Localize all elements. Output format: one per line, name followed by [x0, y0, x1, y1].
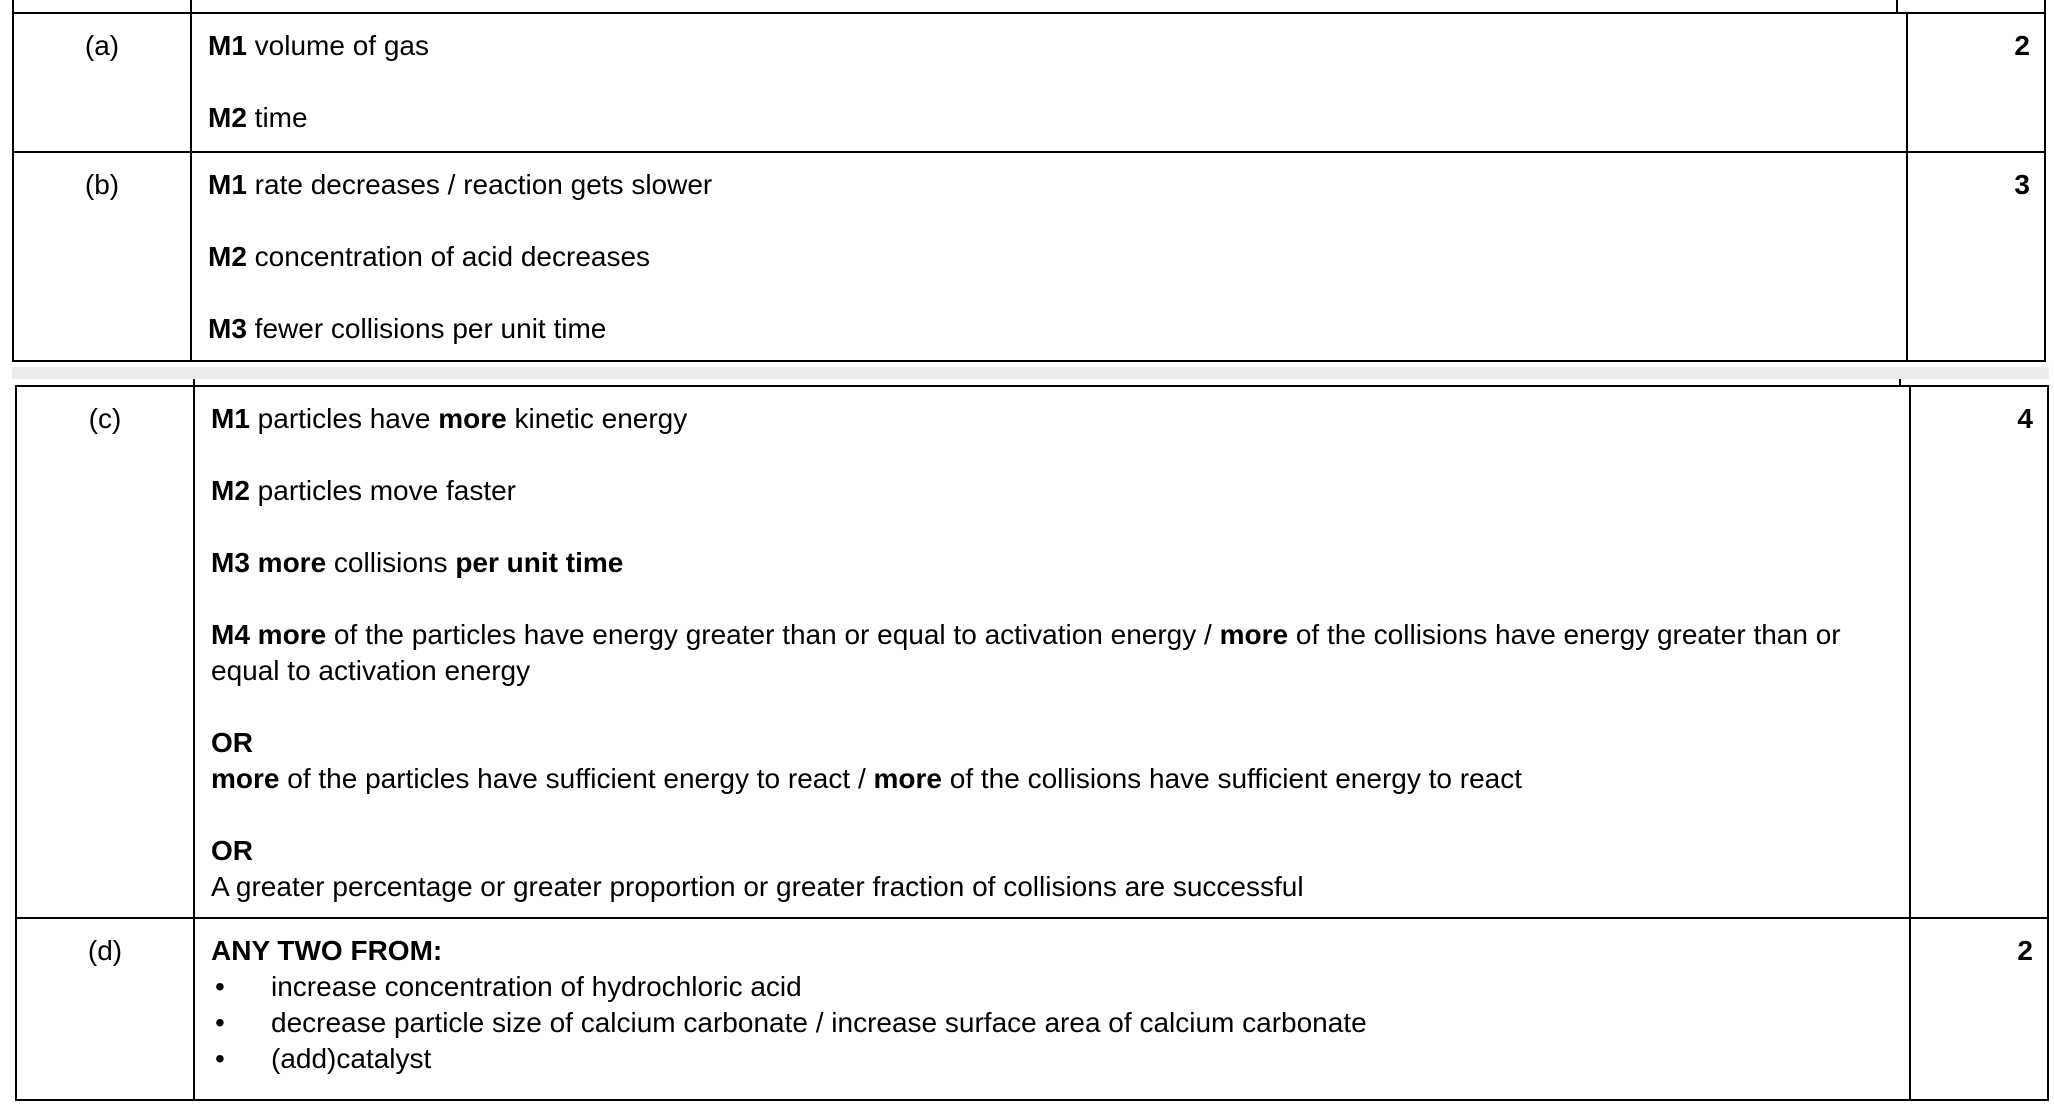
marks-value: 2 [1907, 13, 2045, 152]
mark-text: particles have [249, 403, 439, 434]
list-item [211, 969, 1893, 1005]
marking-point [208, 28, 1890, 64]
marking-point: A greater percentage or greater proportion or greater fraction of collisions are successful [211, 871, 1304, 902]
table-row [13, 152, 2045, 361]
mark-code: M3 [211, 547, 250, 578]
table-row [16, 918, 2048, 1100]
list-heading: ANY TWO FROM: [211, 935, 443, 966]
marking-point [211, 545, 1893, 581]
mark-text: collisions [326, 547, 456, 578]
emphasis: more [1219, 619, 1289, 650]
marking-point [208, 311, 1890, 347]
table-row [16, 386, 2048, 918]
mark-scheme-table-1 [12, 12, 2046, 362]
mark-code: M2 [208, 241, 247, 272]
emphasis: more [249, 619, 327, 650]
mark-text: of the particles have sufficient energy to react / [279, 763, 874, 794]
mark-code: M4 [211, 619, 250, 650]
or-heading: OR [211, 835, 253, 866]
marking-point [211, 761, 1893, 797]
mark-text: of the particles have energy greater than or equal to activation energy / [326, 619, 1220, 650]
marking-point [208, 167, 1890, 203]
bullet-icon: • [215, 1043, 225, 1074]
top-strip [12, 0, 2046, 12]
mark-text: kinetic energy [506, 403, 688, 434]
mark-code: M3 [208, 313, 247, 344]
mark-code: M1 [208, 30, 247, 61]
answer-cell [194, 918, 1910, 1100]
mark-code: M2 [208, 102, 247, 133]
marks-value: 3 [1907, 152, 2045, 361]
marking-point [211, 473, 1893, 509]
answer-cell [191, 152, 1907, 361]
emphasis: more [211, 763, 280, 794]
list-item-text: increase concentration of hydrochloric acid [271, 971, 802, 1002]
marking-point [208, 100, 1890, 136]
mark-text: of the collisions have energy greater than or equal to activation energy [211, 619, 1841, 686]
mark-code: M1 [211, 403, 250, 434]
answer-cell [194, 386, 1910, 918]
list-item [211, 1041, 1893, 1077]
mark-text: volume of gas [246, 30, 430, 61]
or-heading: OR [211, 727, 253, 758]
answer-list [211, 969, 1893, 1077]
mark-text: concentration of acid decreases [246, 241, 651, 272]
bullet-icon: • [215, 1007, 225, 1038]
mark-text: of the collisions have sufficient energy to react [941, 763, 1522, 794]
mark-text: particles move faster [249, 475, 517, 506]
mark-code: M1 [208, 169, 247, 200]
part-label: (c) [16, 386, 194, 918]
list-item [211, 1005, 1893, 1041]
marks-value: 4 [1910, 386, 2048, 918]
emphasis: per unit time [455, 547, 624, 578]
marking-point [211, 401, 1893, 437]
emphasis: more [873, 763, 942, 794]
emphasis: more [438, 403, 507, 434]
table-row [13, 13, 2045, 152]
marks-value: 2 [1910, 918, 2048, 1100]
marking-point [208, 239, 1890, 275]
emphasis: more [249, 547, 327, 578]
mark-text: fewer collisions per unit time [246, 313, 607, 344]
answer-cell [191, 13, 1907, 152]
part-label: (d) [16, 918, 194, 1100]
bullet-icon: • [215, 971, 225, 1002]
part-label: (a) [13, 13, 191, 152]
part-label: (b) [13, 152, 191, 361]
mark-text: time [246, 102, 308, 133]
list-item-text: (add)catalyst [271, 1043, 432, 1074]
mark-text: rate decreases / reaction gets slower [246, 169, 713, 200]
list-item-text: decrease particle size of calcium carbonate / increase surface area of calcium carbonate [271, 1007, 1367, 1038]
marking-point [211, 617, 1893, 689]
mark-scheme-table-2 [15, 385, 2049, 1101]
mark-code: M2 [211, 475, 250, 506]
page-break-band [12, 367, 2049, 379]
